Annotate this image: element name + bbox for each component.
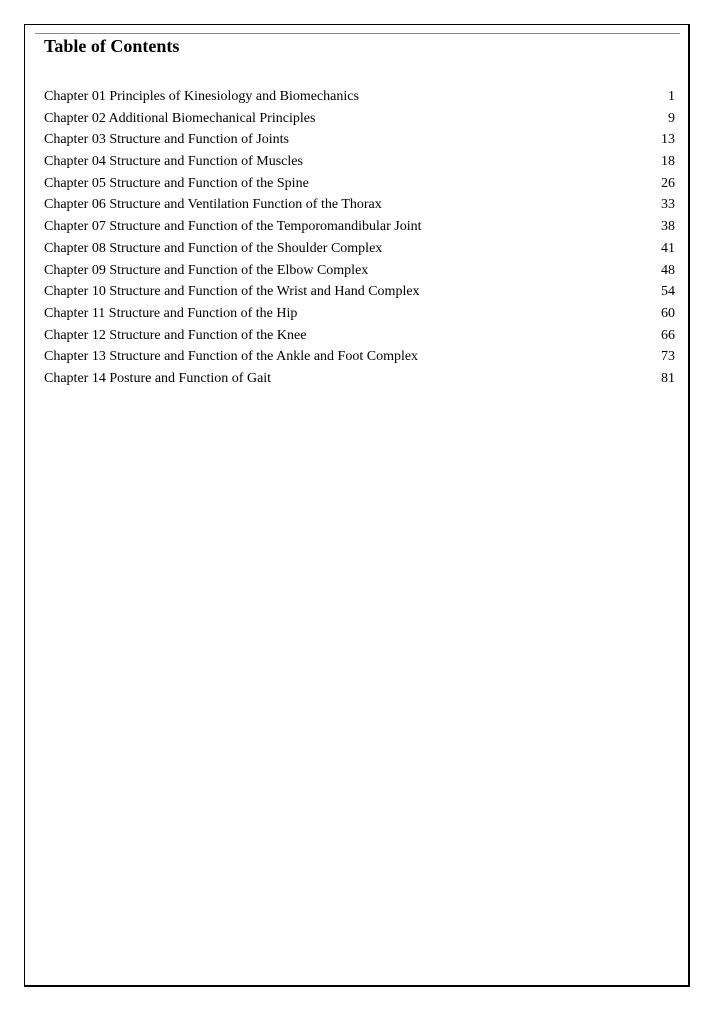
toc-entry[interactable] (44, 130, 675, 152)
toc-entry[interactable] (44, 347, 675, 369)
toc-entry-label: Chapter 05 Structure and Function of the Spine (44, 175, 309, 191)
toc-entry-label: Chapter 07 Structure and Function of the Temporomandibular Joint (44, 219, 422, 235)
toc-entry-page: 81 (661, 370, 675, 386)
toc-entry-page: 73 (661, 349, 675, 365)
toc-entry[interactable] (44, 152, 675, 174)
toc-entry-label: Chapter 04 Structure and Function of Muscles (44, 154, 303, 170)
toc-entry-label: Chapter 12 Structure and Function of the Knee (44, 327, 307, 343)
toc-entry[interactable] (44, 326, 675, 348)
toc-entry-label: Chapter 08 Structure and Function of the Shoulder Complex (44, 240, 383, 256)
toc-entry[interactable] (44, 261, 675, 283)
toc-entry[interactable] (44, 217, 675, 239)
toc-entry[interactable] (44, 282, 675, 304)
toc-entry[interactable] (44, 195, 675, 217)
header-rule (35, 33, 680, 34)
toc-entry-label: Chapter 01 Principles of Kinesiology and Biomechanics (44, 89, 359, 104)
toc-entry[interactable] (44, 369, 675, 391)
toc-entry[interactable] (44, 109, 675, 131)
toc-entry-label: Chapter 02 Additional Biomechanical Principles (44, 110, 316, 126)
toc-entry-page: 41 (661, 240, 675, 256)
toc-entry-label: Chapter 09 Structure and Function of the Elbow Complex (44, 262, 369, 278)
toc-entry-label: Chapter 11 Structure and Function of the Hip (44, 305, 298, 321)
toc-entry-page: 60 (661, 305, 675, 321)
toc-entry-page: 9 (668, 110, 675, 126)
toc-entry-page: 1 (668, 89, 675, 104)
toc-entry-label: Chapter 10 Structure and Function of the Wrist and Hand Complex (44, 284, 420, 300)
toc-entry-page: 48 (661, 262, 675, 278)
toc-entry[interactable] (44, 304, 675, 326)
toc-entry-page: 38 (661, 219, 675, 235)
toc-entry-page: 54 (661, 284, 675, 300)
toc-entry-label: Chapter 13 Structure and Function of the Ankle and Foot Complex (44, 349, 419, 365)
page-title: Table of Contents (44, 36, 180, 56)
toc-entry[interactable] (44, 174, 675, 196)
document-page (24, 24, 690, 987)
toc-entry-page: 33 (661, 197, 675, 213)
toc-entry-page: 13 (661, 132, 675, 148)
toc-list (44, 87, 675, 391)
toc-entry[interactable] (44, 87, 675, 109)
toc-entry-page: 66 (661, 327, 675, 343)
toc-entry-page: 26 (661, 175, 675, 191)
toc-entry-label: Chapter 14 Posture and Function of Gait (44, 370, 272, 386)
toc-entry-label: Chapter 06 Structure and Ventilation Function of the Thorax (44, 197, 382, 213)
toc-entry[interactable] (44, 239, 675, 261)
toc-entry-page: 18 (661, 154, 675, 170)
toc-entry-label: Chapter 03 Structure and Function of Joints (44, 132, 289, 148)
